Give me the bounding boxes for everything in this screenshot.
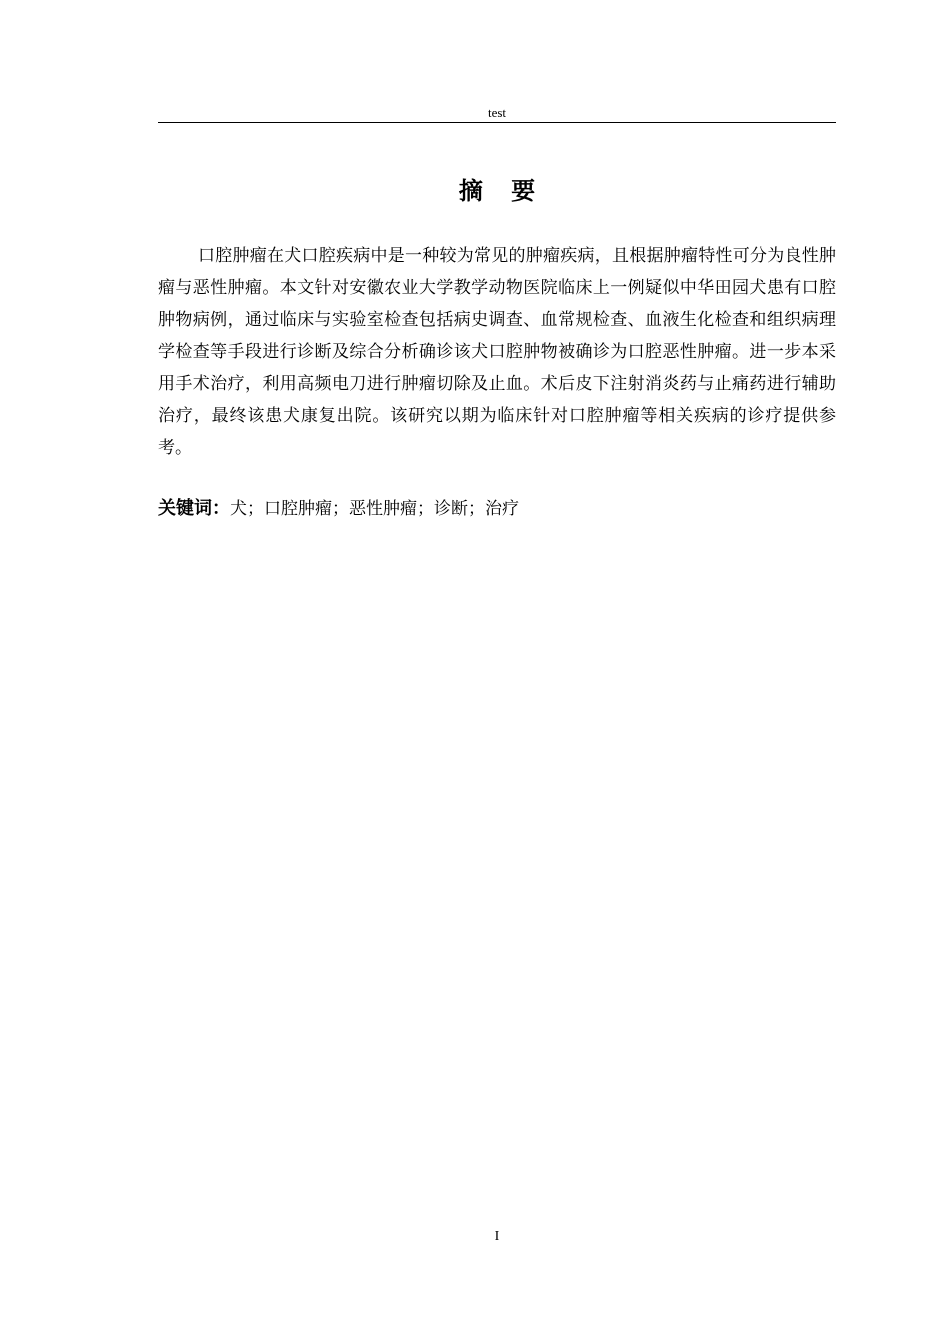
- page-header: test: [487, 105, 507, 120]
- header-rule: [158, 122, 836, 123]
- abstract-body: 口腔肿瘤在犬口腔疾病中是一种较为常见的肿瘤疾病，且根据肿瘤特性可分为良性肿瘤与恶性肿瘤。本文针对安徽农业大学教学动物医院临床上一例疑似中华田园犬患有口腔肿物病例，通过临床与实验室检查包括病史调查、血常规检查、血液生化检查和组织病理学检查等手段进行诊断及综合分析确诊该犬口腔肿物被确诊为口腔恶性肿瘤。进一步本采用手术治疗，利用高频电刀进行肿瘤切除及止血。术后皮下注射消炎药与止痛药进行辅助治疗，最终该患犬康复出院。该研究以期为临床针对口腔肿瘤等相关疾病的诊疗提供参考。: [158, 246, 836, 458]
- keywords-value: 犬；口腔肿瘤；恶性肿瘤；诊断；治疗: [230, 499, 519, 519]
- keywords-label: 关键词：: [158, 498, 230, 519]
- keywords-line: [158, 494, 836, 524]
- page-number: I: [494, 1229, 500, 1244]
- section-title: 摘 要: [458, 177, 546, 205]
